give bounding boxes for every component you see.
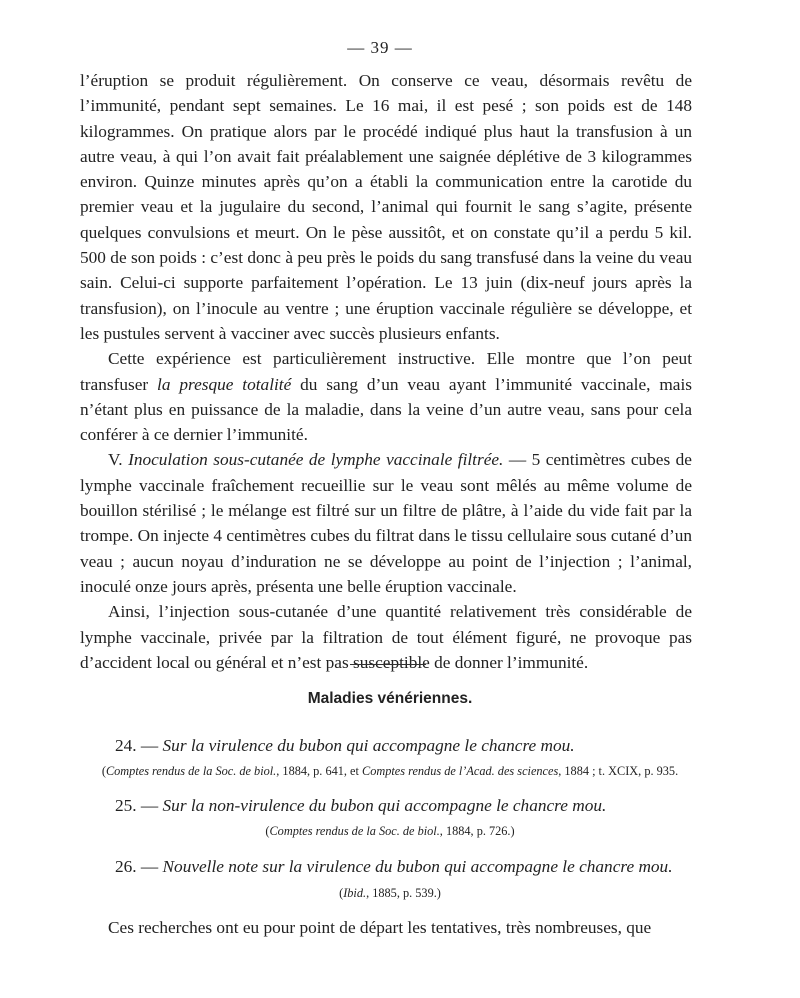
entry-number: 25. —: [115, 796, 163, 815]
paragraph-3-lead: V.: [108, 450, 129, 470]
paragraph-3-subheading: Inoculation sous-cutanée de lymphe vaccinale filtrée.: [128, 450, 504, 470]
entry-26-reference: (Ibid., 1885, p. 539.): [339, 886, 441, 900]
entry-title: Sur la non-virulence du bubon qui accompagne le chancre mou.: [162, 796, 607, 815]
paragraph-2: [80, 346, 692, 447]
paragraph-4: Ainsi, l’injection sous-cutanée d’une quantité relativement très considérable de lymphe vaccinale, privée par la filtration de tout élément figuré, ne provoque pas d’accident local ou général et n’est pas susceptible de donner l’immunité.: [80, 602, 692, 672]
bibliography-entry-26: [115, 856, 695, 878]
section-divider: [350, 664, 426, 665]
bibliography-entry-25: [115, 795, 695, 817]
entry-title: Sur la virulence du bubon qui accompagne le chancre mou.: [162, 736, 575, 755]
paragraph-2-text-a: Cette expérience est particulièrement instructive. Elle montre que l’on peut transfuser: [80, 349, 692, 394]
entry-24-reference: (Comptes rendus de la Soc. de biol., 1884, p. 641, et Comptes rendus de l’Acad. des sciences, 1884 ; t. XCIX, p. 935.: [101, 764, 679, 778]
body-text-block: [80, 68, 692, 675]
ref-journal: Ibid.: [343, 886, 367, 900]
paragraph-1: l’éruption se produit régulièrement. On conserve ce veau, désormais revêtu de l’immunité, pendant sept semaines. Le 16 mai, il est pesé ; son poids est de 148 kilogrammes. On pratique alors par le procédé indiqué plus haut la transfusion à un autre veau, à qui l’on avait fait préalablement une saignée déplétive de 3 kilogrammes environ. Quinze minutes après qu’on a établi la communication entre la carotide du premier veau et la jugulaire du second, l’animal qui fournit le sang s’agite, présente quelques convulsions et meurt. On le pèse aussitôt, et on constate qu’il a perdu 5 kil. 500 de son poids : c’est donc à peu près le poids du sang transfusé dans la veine du veau sain. Celui-ci supporte parfaitement l’opération. Le 13 juin (dix-neuf jours après la transfusion), on l’inocule au ventre ; une éruption vaccinale régulière se développe, et les pustules servent à vacciner avec succès plusieurs enfants.: [80, 71, 692, 343]
entry-number: 26. —: [115, 857, 163, 876]
closing-line: Ces recherches ont eu pour point de départ les tentatives, très nombreuses, que: [108, 918, 652, 937]
ref-detail: , 1884, p. 641, et: [276, 764, 362, 778]
ref-journal: Comptes rendus de la Soc. de biol.: [105, 764, 277, 778]
paragraph-2-emphasis: la presque totalité: [157, 374, 292, 394]
ref-detail-2: , 1884 ; t. XCIX, p. 935.: [558, 764, 679, 778]
page-number: — 39 —: [347, 38, 413, 57]
closing-paragraph: [80, 915, 692, 940]
section-heading: Maladies vénériennes.: [307, 690, 473, 707]
ref-journal-2: Comptes rendus de l’Acad. des sciences: [362, 764, 559, 778]
ref-detail: , 1885, p. 539.: [366, 886, 437, 900]
paragraph-2-text-b: du sang d’un veau ayant l’immunité vaccinale, mais n’étant plus en puissance de la maladie, dans la veine d’un autre veau, sans pour cela conférer à ce dernier l’immunité.: [80, 374, 692, 445]
ref-detail: , 1884, p. 726.: [439, 824, 511, 838]
paragraph-3-text: — 5 centimètres cubes de lymphe vaccinale fraîchement recueillie sur le veau sont mêlés au même volume de bouillon stérilisé ; le mélange est filtré sur un filtre de plâtre, à l’aide du vide fait par la trompe. On injecte 4 centimètres cubes du filtrat dans le tissu cellulaire sous cutané d’un veau ; aucun noyau d’induration ne se développe au point de l’injection ; l’animal, inoculé onze jours après, présenta une belle éruption vaccinale.: [80, 450, 692, 596]
bibliography-entry-24: [115, 735, 695, 757]
entry-25-reference: (Comptes rendus de la Soc. de biol., 1884, p. 726.): [265, 824, 515, 838]
ref-journal: Comptes rendus de la Soc. de biol.: [269, 824, 440, 838]
paragraph-3: [80, 447, 692, 599]
entry-number: 24. —: [115, 736, 163, 755]
entry-title: Nouvelle note sur la virulence du bubon qui accompagne le chancre mou.: [162, 857, 673, 876]
